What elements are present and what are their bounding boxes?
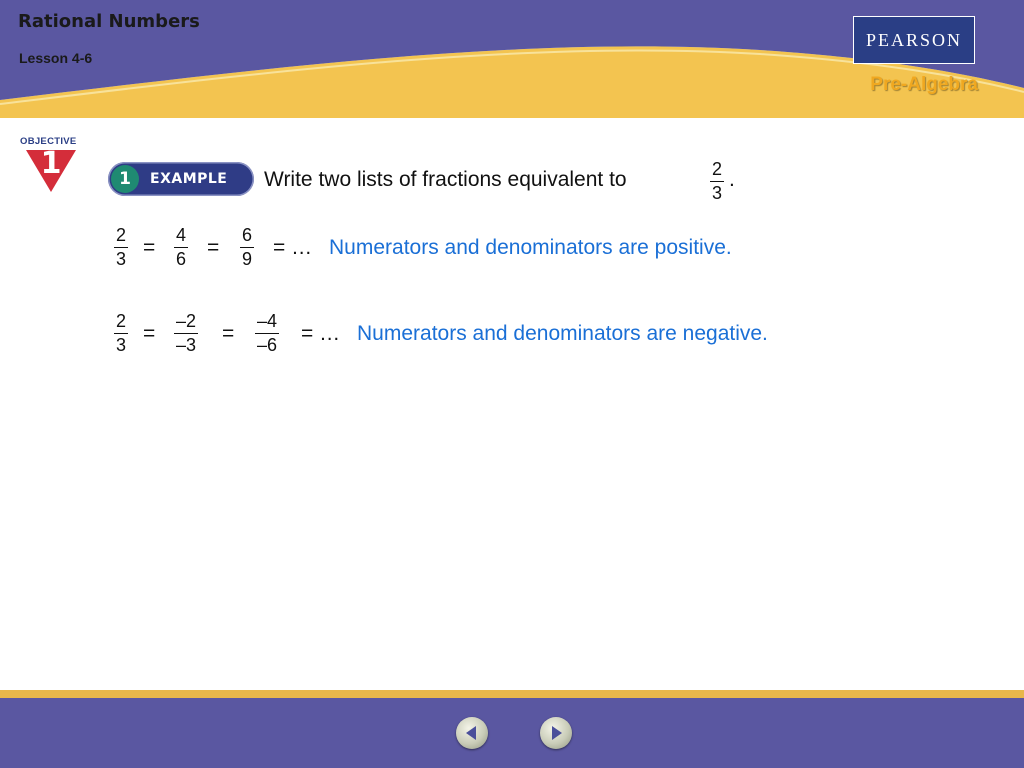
fraction-denominator: 9 bbox=[242, 249, 253, 270]
fraction-numerator: 6 bbox=[242, 225, 253, 245]
row1-note: Numerators and denominators are positive. bbox=[329, 236, 732, 259]
prompt-period: . bbox=[729, 168, 735, 191]
next-slide-button[interactable] bbox=[540, 717, 572, 749]
footer-stripe bbox=[0, 690, 1024, 698]
lesson-title: Rational Numbers bbox=[18, 11, 200, 32]
arrow-right-icon bbox=[540, 717, 572, 749]
row1-fraction-2 bbox=[174, 226, 188, 269]
objective-label: OBJECTIVE bbox=[20, 136, 77, 147]
row2-continuation: = … bbox=[301, 322, 341, 345]
fraction-denominator: 3 bbox=[116, 335, 127, 356]
footer-bar bbox=[0, 690, 1024, 768]
fraction-denominator: 3 bbox=[116, 249, 127, 270]
fraction-bar bbox=[114, 247, 128, 248]
row1-equals-2: = bbox=[207, 236, 220, 259]
row1-fraction-1 bbox=[114, 226, 128, 269]
previous-slide-button[interactable] bbox=[456, 717, 488, 749]
fraction-numerator: 4 bbox=[176, 225, 187, 245]
row1-fraction-3 bbox=[240, 226, 254, 269]
fraction-bar bbox=[255, 333, 279, 334]
row2-fraction-2 bbox=[174, 312, 198, 355]
example-badge bbox=[108, 162, 254, 196]
lesson-number: Lesson 4-6 bbox=[19, 50, 93, 66]
fraction-denominator: –6 bbox=[257, 335, 278, 356]
arrow-left-icon bbox=[456, 717, 488, 749]
example-label: EXAMPLE bbox=[150, 171, 228, 187]
row2-fraction-3 bbox=[255, 312, 279, 355]
fraction-bar bbox=[174, 333, 198, 334]
fraction-bar bbox=[710, 181, 724, 182]
fraction-numerator: 2 bbox=[712, 159, 723, 179]
fraction-numerator: 2 bbox=[116, 311, 127, 331]
fraction-bar bbox=[114, 333, 128, 334]
row2-equals-1: = bbox=[143, 322, 156, 345]
row2-note: Numerators and denominators are negative. bbox=[357, 322, 768, 345]
objective-badge bbox=[20, 136, 90, 181]
header-banner bbox=[0, 0, 1024, 118]
fraction-numerator: 2 bbox=[116, 225, 127, 245]
fraction-bar bbox=[240, 247, 254, 248]
prompt-text: Write two lists of fractions equivalent to bbox=[264, 168, 627, 191]
prompt-fraction bbox=[710, 160, 724, 203]
row1-continuation: = … bbox=[273, 236, 313, 259]
row2-fraction-1 bbox=[114, 312, 128, 355]
fraction-denominator: –3 bbox=[176, 335, 197, 356]
objective-number: 1 bbox=[40, 146, 62, 181]
fraction-numerator: –4 bbox=[257, 311, 278, 331]
pearson-logo: PEARSON bbox=[853, 16, 975, 64]
fraction-bar bbox=[174, 247, 188, 248]
example-number: 1 bbox=[111, 165, 139, 193]
fraction-denominator: 3 bbox=[712, 183, 723, 204]
fraction-denominator: 6 bbox=[176, 249, 187, 270]
fraction-numerator: –2 bbox=[176, 311, 197, 331]
footer-background bbox=[0, 698, 1024, 768]
subject-label: Pre-Algebra bbox=[870, 74, 978, 95]
row2-equals-2: = bbox=[222, 322, 235, 345]
row1-equals-1: = bbox=[143, 236, 156, 259]
